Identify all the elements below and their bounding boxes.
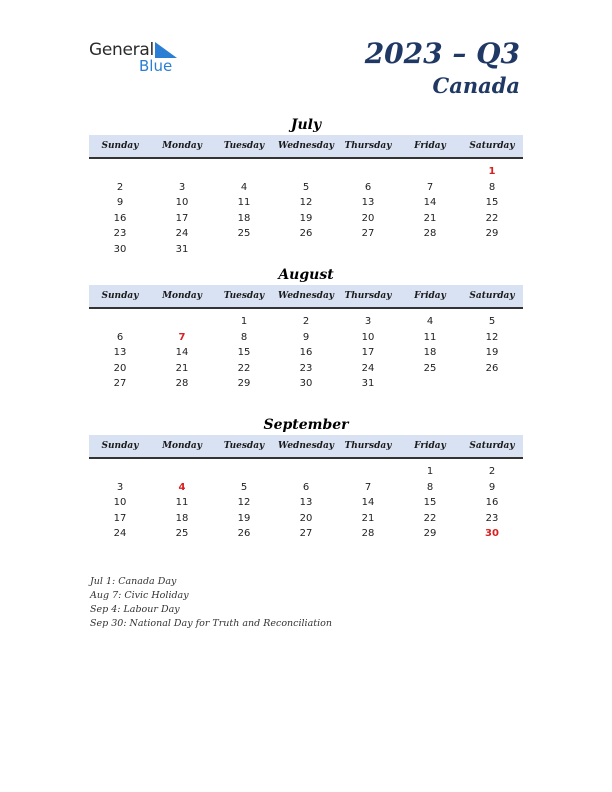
week-row (89, 242, 523, 258)
day-cell: 8 (426, 481, 434, 493)
day-cell: 31 (175, 243, 189, 255)
week-row (89, 464, 523, 480)
day-cell: 28 (423, 228, 437, 240)
weekday-header-row (89, 135, 523, 159)
day-cell: 23 (299, 362, 313, 374)
holiday-day-cell: 7 (178, 331, 186, 343)
holiday-note: Aug 7: Civic Holiday (90, 590, 189, 601)
day-cell: 12 (237, 497, 251, 509)
weekday-label: Monday (162, 291, 202, 301)
day-cell: 24 (361, 362, 375, 374)
day-cell: 14 (423, 197, 437, 209)
page-title (365, 36, 520, 100)
holiday-notes (90, 575, 332, 631)
month-name: August (278, 267, 334, 283)
holiday-day-cell: 1 (488, 166, 496, 178)
day-cell: 17 (113, 512, 127, 524)
day-cell: 13 (113, 347, 127, 359)
day-cell: 22 (423, 512, 437, 524)
day-cell: 6 (364, 181, 372, 193)
weekday-label: Friday (414, 441, 446, 451)
day-cell: 30 (299, 378, 313, 390)
day-cell: 28 (361, 528, 375, 540)
day-cell: 27 (361, 228, 375, 240)
holiday-day-cell: 30 (485, 528, 499, 540)
logo-blue-text: Blue (139, 57, 173, 75)
holiday-day-cell: 4 (178, 481, 186, 493)
day-cell: 19 (485, 347, 499, 359)
day-cell: 29 (423, 528, 437, 540)
day-cell: 18 (423, 347, 437, 359)
day-cell: 19 (237, 512, 251, 524)
weekday-label: Sunday (101, 291, 139, 301)
day-cell: 29 (485, 228, 499, 240)
weekday-label: Monday (162, 141, 202, 151)
weekday-label: Monday (162, 441, 202, 451)
day-cell: 22 (485, 212, 499, 224)
day-cell: 18 (237, 212, 251, 224)
day-cell: 2 (302, 316, 310, 328)
weekday-header-row (89, 435, 523, 459)
week-row (89, 511, 523, 527)
day-cell: 13 (361, 197, 375, 209)
day-cell: 8 (488, 181, 496, 193)
day-cell: 14 (175, 347, 189, 359)
day-cell: 18 (175, 512, 189, 524)
day-cell: 21 (361, 512, 375, 524)
day-cell: 7 (364, 481, 372, 493)
day-cell: 15 (237, 347, 251, 359)
day-cell: 27 (299, 528, 313, 540)
month-august (89, 265, 523, 392)
day-cell: 6 (116, 331, 124, 343)
day-cell: 23 (485, 512, 499, 524)
weekday-label: Sunday (101, 441, 139, 451)
weekday-label: Friday (414, 291, 446, 301)
day-cell: 2 (488, 466, 496, 478)
day-cell: 19 (299, 212, 313, 224)
day-cell: 5 (488, 316, 496, 328)
day-cell: 10 (175, 197, 189, 209)
weekday-label: Wednesday (277, 141, 335, 151)
day-cell: 14 (361, 497, 375, 509)
day-cell: 16 (113, 212, 127, 224)
weekday-header-row (89, 285, 523, 309)
day-cell: 11 (175, 497, 189, 509)
day-cell: 2 (116, 181, 124, 193)
day-cell: 11 (237, 197, 251, 209)
weekday-label: Tuesday (223, 441, 265, 451)
week-row (89, 526, 523, 542)
day-cell: 28 (175, 378, 189, 390)
day-cell: 3 (178, 181, 186, 193)
weekday-label: Saturday (469, 141, 515, 151)
holiday-note: Sep 4: Labour Day (90, 604, 180, 615)
holiday-note: Sep 30: National Day for Truth and Reconciliation (90, 618, 332, 629)
weekday-label: Wednesday (277, 441, 335, 451)
weekday-label: Wednesday (277, 291, 335, 301)
day-cell: 4 (426, 316, 434, 328)
weekday-label: Saturday (469, 291, 515, 301)
weekday-label: Tuesday (223, 291, 265, 301)
month-name: July (290, 117, 322, 133)
day-cell: 21 (175, 362, 189, 374)
logo-general-text: General (89, 40, 154, 60)
day-cell: 1 (240, 316, 248, 328)
day-cell: 3 (364, 316, 372, 328)
day-cell: 25 (423, 362, 437, 374)
day-cell: 26 (299, 228, 313, 240)
day-cell: 30 (113, 243, 127, 255)
day-cell: 8 (240, 331, 248, 343)
logo-triangle-icon (155, 42, 177, 58)
holiday-note: Jul 1: Canada Day (90, 576, 177, 587)
day-cell: 6 (302, 481, 310, 493)
day-cell: 16 (299, 347, 313, 359)
day-cell: 17 (175, 212, 189, 224)
day-cell: 25 (175, 528, 189, 540)
day-cell: 15 (423, 497, 437, 509)
day-cell: 5 (302, 181, 310, 193)
week-row (89, 361, 523, 377)
week-row (89, 226, 523, 242)
weekday-label: Tuesday (223, 141, 265, 151)
month-name: September (263, 417, 349, 433)
day-cell: 10 (113, 497, 127, 509)
day-cell: 9 (116, 197, 124, 209)
weekday-label: Friday (414, 141, 446, 151)
day-cell: 12 (485, 331, 499, 343)
week-row (89, 180, 523, 196)
day-cell: 11 (423, 331, 437, 343)
week-row (89, 345, 523, 361)
week-row (89, 211, 523, 227)
weekday-label: Sunday (101, 141, 139, 151)
day-cell: 24 (113, 528, 127, 540)
day-cell: 13 (299, 497, 313, 509)
generalblue-logo (89, 40, 199, 80)
day-cell: 1 (426, 466, 434, 478)
day-cell: 26 (485, 362, 499, 374)
month-july (89, 115, 523, 257)
week-row (89, 164, 523, 180)
day-cell: 16 (485, 497, 499, 509)
day-cell: 12 (299, 197, 313, 209)
day-cell: 26 (237, 528, 251, 540)
day-cell: 10 (361, 331, 375, 343)
day-cell: 17 (361, 347, 375, 359)
weekday-label: Thursday (344, 141, 392, 151)
day-cell: 9 (488, 481, 496, 493)
day-cell: 31 (361, 378, 375, 390)
day-cell: 15 (485, 197, 499, 209)
week-row (89, 330, 523, 346)
day-cell: 4 (240, 181, 248, 193)
country-title: Canada (432, 73, 520, 98)
weekday-label: Saturday (469, 441, 515, 451)
week-row (89, 195, 523, 211)
day-cell: 20 (361, 212, 375, 224)
day-cell: 22 (237, 362, 251, 374)
weekday-label: Thursday (344, 291, 392, 301)
day-cell: 21 (423, 212, 437, 224)
weekday-label: Thursday (344, 441, 392, 451)
week-row (89, 480, 523, 496)
month-september (89, 415, 523, 542)
day-cell: 24 (175, 228, 189, 240)
quarter-title: 2023 – Q3 (364, 37, 520, 70)
day-cell: 3 (116, 481, 124, 493)
day-cell: 7 (426, 181, 434, 193)
week-row (89, 495, 523, 511)
day-cell: 20 (299, 512, 313, 524)
week-row (89, 314, 523, 330)
day-cell: 25 (237, 228, 251, 240)
day-cell: 9 (302, 331, 310, 343)
day-cell: 20 (113, 362, 127, 374)
day-cell: 29 (237, 378, 251, 390)
week-row (89, 376, 523, 392)
day-cell: 23 (113, 228, 127, 240)
day-cell: 5 (240, 481, 248, 493)
day-cell: 27 (113, 378, 127, 390)
